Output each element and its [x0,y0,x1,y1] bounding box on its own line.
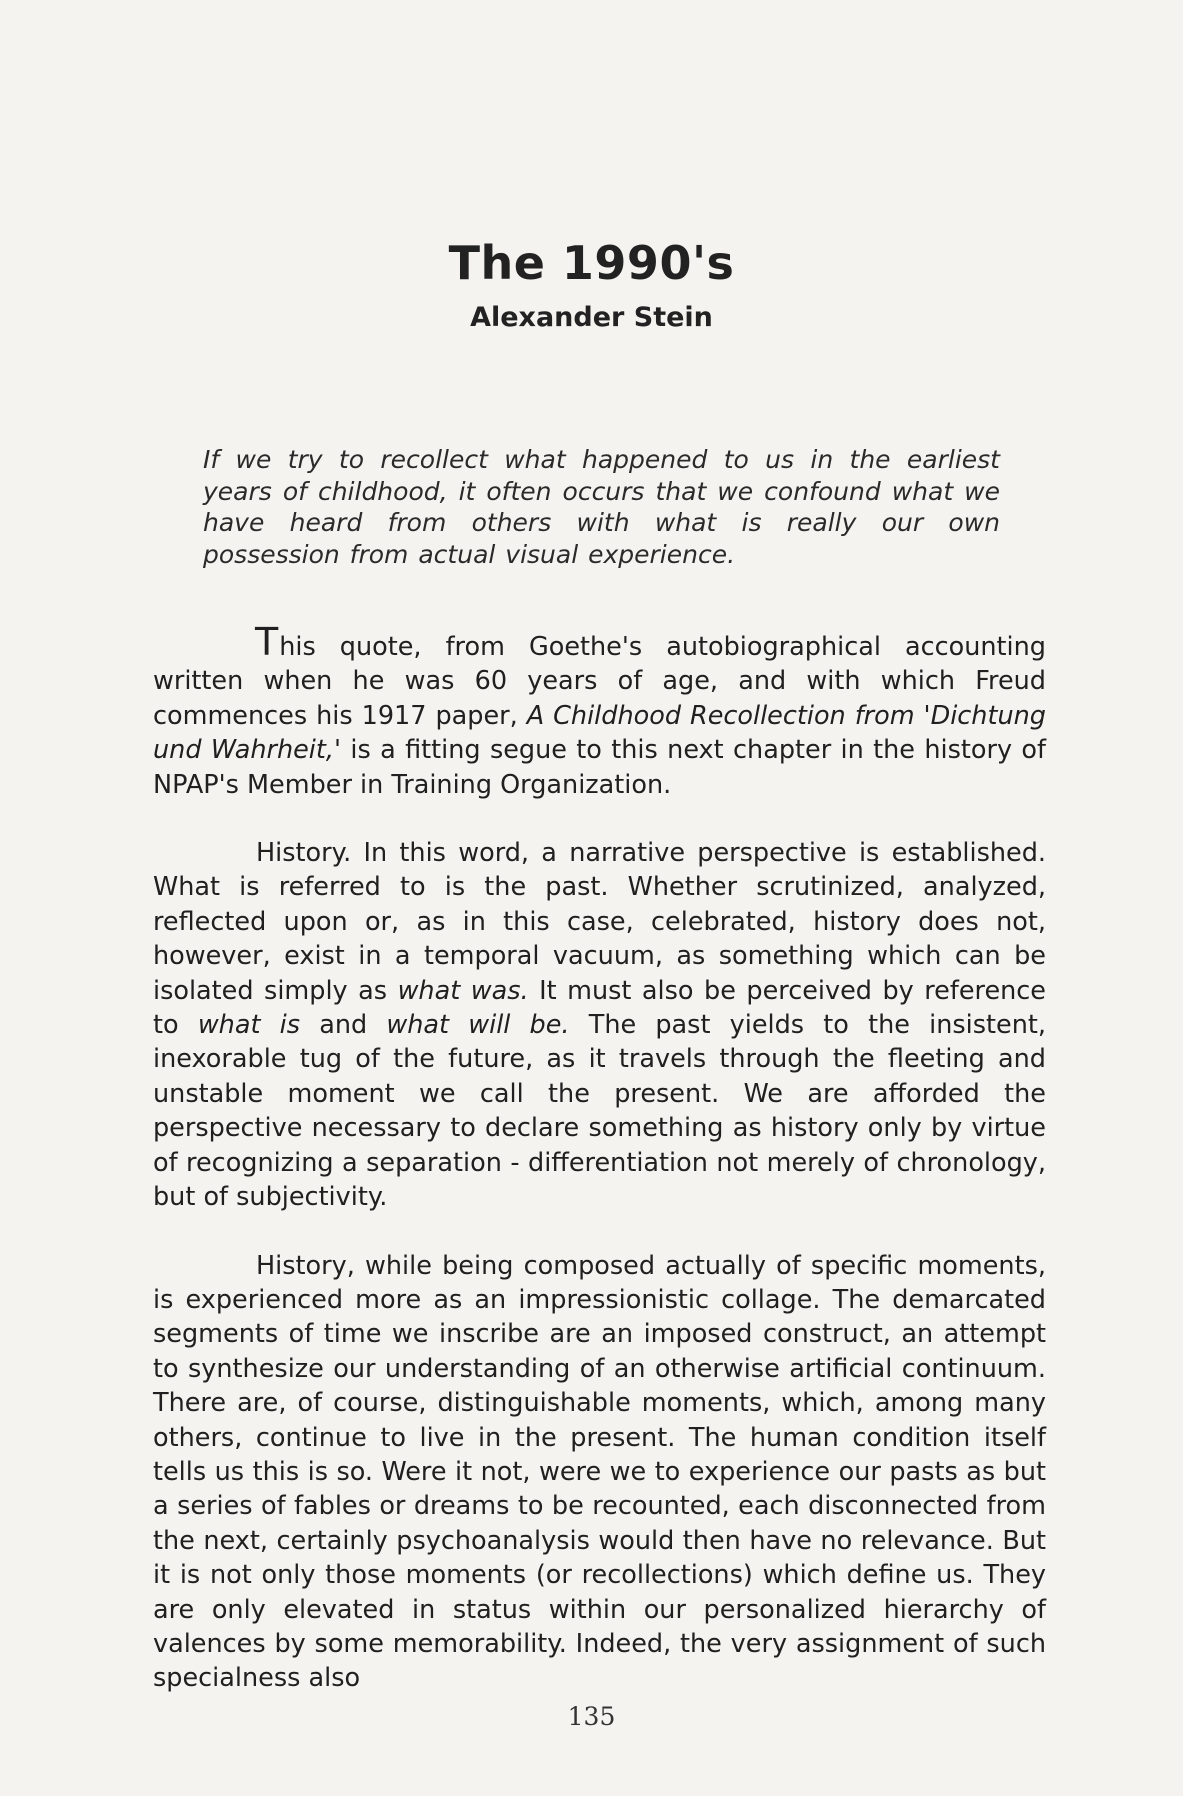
paragraph-3: History, while being composed actually of specific moments, is experienced more as an impressionistic collage. The demarcated segments of time we inscribe are an imposed construct, an attempt to synthesize our understanding of an otherwise artificial continuum. There are, of course, distinguishable moments, which, among many others, continue to live in the present. The human condition itself tells us this is so. Were it not, were we to experience our pasts as but a series of fables or dreams to be recounted, each disconnected from the next, certainly psychoanalysis would then have no relevance. But it is not only those moments (or recollections) which define us. They are only elevated in status within our personalized hierarchy of valences by some memorability. Indeed, the very assignment of such specialness also [153,1250,1046,1694]
paragraph-2-text-d: The past yields to the insistent, inexorable tug of the future, as it travels through the fleeting and unstable moment we call the present. We are afforded the perspective necessary to declare something as history only by virtue of recognizing a separation - differentiation not merely of chronology, but of subjectivity. [153,1010,1046,1213]
paragraph-2-text-a: History. In this word, a narrative perspective is established. What is referred to is the past. Whether scrutinized, analyzed, reflected upon or, as in this case, celebrated, history does not, however, exist in a temporal vacuum, as something which can be isolated simply as [153,838,1046,1006]
body-text [153,620,1046,1730]
paragraph-1-text-a: his quote, from Goethe's autobiographical accounting written when he was 60 years of age, and with which Freud commences his 1917 paper, [153,632,1046,731]
chapter-title: The 1990's [448,236,735,290]
epigraph-quote: If we try to recollect what happened to us in the earliest years of childhood, it often occurs that we confound what we have heard from others with what is really our own possession from actual visual experience. [203,445,1000,569]
paragraph-2-italic-2: what is [197,1010,301,1041]
drop-cap: T [255,620,279,664]
paragraph-2-text-c: and [300,1010,387,1041]
paragraph-1 [153,620,1046,802]
paragraph-2-italic-3: what will be. [386,1010,570,1041]
paragraph-2-italic-1: what was. [397,975,529,1006]
page-number: 135 [567,1702,616,1731]
paragraph-1-text-b: is a fitting segue to this next chapter in the history of NPAP's Member in Training Organization. [153,735,1046,800]
paper-title-italic: A Childhood Recollection from 'Dichtung und Wahrheit,' [153,700,1046,766]
paragraph-2-text-b: It must also be perceived by reference to [153,975,1046,1041]
chapter-author: Alexander Stein [470,302,713,333]
paragraph-2 [153,836,1046,1214]
